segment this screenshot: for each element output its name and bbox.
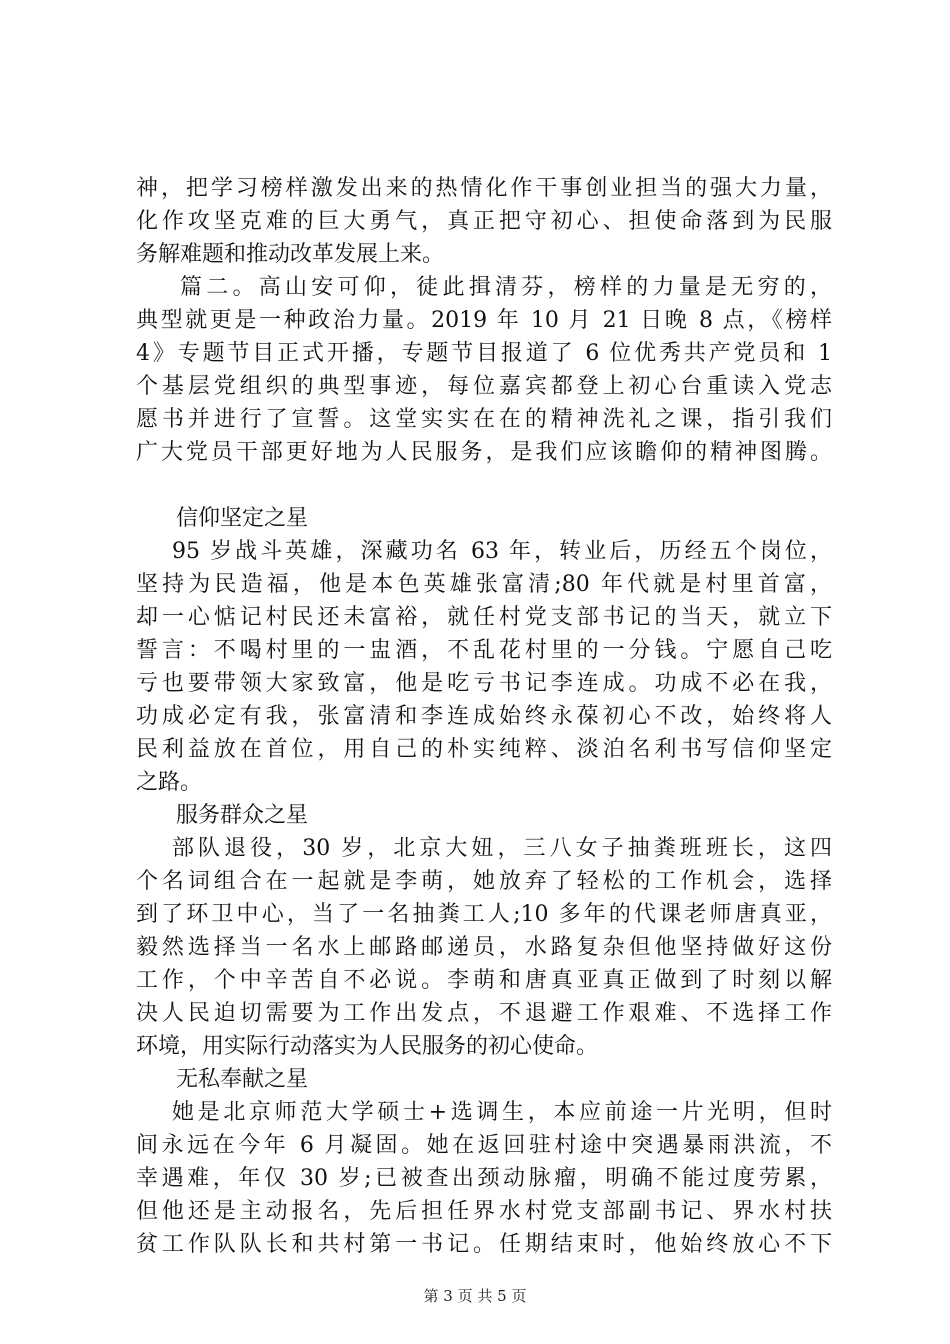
text-line: 功成必定有我，张富清和李连成始终永葆初心不改，始终将人: [136, 704, 832, 729]
text-line: 广大党员干部更好地为人民服务，是我们应该瞻仰的精神图腾。: [136, 440, 832, 465]
paragraph-dedication: [136, 1096, 832, 1261]
text-line: 务解难题和推动改革发展上来。: [136, 242, 445, 267]
text-line: 民利益放在首位，用自己的朴实纯粹、淡泊名利书写信仰坚定: [136, 737, 832, 762]
document-body: [136, 172, 832, 1261]
text-line: 亏也要带领大家致富，他是吃亏书记李连成。功成不必在我，: [136, 671, 832, 696]
text-line: 贫工作队队长和共村第一书记。任期结束时，他始终放心不下: [136, 1232, 832, 1257]
section-heading: 无私奉献之星: [176, 1067, 309, 1092]
text-line: 典型就更是一种政治力量。2019 年 10 月 21 日晚 8 点，《榜样: [136, 308, 832, 333]
paragraph-spacer: [136, 469, 832, 502]
text-line: 部队退役，30 岁，北京大妞，三八女子抽粪班班长，这四: [172, 836, 832, 861]
text-line: 但他还是主动报名，先后担任界水村党支部副书记、界水村扶: [136, 1199, 832, 1224]
text-line: 个基层党组织的典型事迹，每位嘉宾都登上初心台重读入党志: [136, 374, 832, 399]
text-line: 到了环卫中心，当了一名抽粪工人;10 多年的代课老师唐真亚，: [136, 902, 832, 927]
text-line: 环境，用实际行动落实为人民服务的初心使命。: [136, 1034, 599, 1059]
text-line: 决人民迫切需要为工作出发点，不退避工作艰难、不选择工作: [136, 1001, 832, 1026]
section-heading: 服务群众之星: [176, 803, 309, 828]
section-heading: 信仰坚定之星: [176, 506, 309, 531]
text-line: 化作攻坚克难的巨大勇气，真正把守初心、担使命落到为民服: [136, 209, 832, 234]
text-line: 篇二。高山安可仰，徒此揖清芬，榜样的力量是无穷的，: [180, 275, 832, 300]
text-line: 4》专题节目正式开播，专题节目报道了 6 位优秀共产党员和 1: [136, 341, 832, 366]
paragraph-part-two: [136, 271, 832, 469]
text-line: 誓言：不喝村里的一盅酒，不乱花村里的一分钱。宁愿自己吃: [136, 638, 832, 663]
text-line: 愿书并进行了宣誓。这堂实实在在的精神洗礼之课，指引我们: [136, 407, 832, 432]
text-line: 之路。: [136, 770, 203, 795]
text-line: 坚持为民造福，他是本色英雄张富清;80 年代就是村里首富，: [136, 572, 832, 597]
text-line: 个名词组合在一起就是李萌，她放弃了轻松的工作机会，选择: [136, 869, 832, 894]
text-line: 工作，个中辛苦自不必说。李萌和唐真亚真正做到了时刻以解: [136, 968, 832, 993]
paragraph-service: [136, 832, 832, 1063]
page-number-footer: 第 3 页 共 5 页: [423, 1287, 527, 1305]
text-line: 神，把学习榜样激发出来的热情化作干事创业担当的强大力量，: [136, 176, 832, 201]
paragraph-continuation: [136, 172, 832, 271]
text-line: 95 岁战斗英雄，深藏功名 63 年，转业后，历经五个岗位，: [172, 539, 832, 564]
text-line: 她是北京师范大学硕士+选调生，本应前途一片光明，但时: [172, 1100, 832, 1125]
text-line: 却一心惦记村民还未富裕，就任村党支部书记的当天，就立下: [136, 605, 832, 630]
text-line: 幸遇难，年仅 30 岁;已被查出颈动脉瘤，明确不能过度劳累，: [136, 1166, 832, 1191]
text-line: 毅然选择当一名水上邮路邮递员，水路复杂但他坚持做好这份: [136, 935, 832, 960]
text-line: 间永远在今年 6 月凝固。她在返回驻村途中突遇暴雨洪流，不: [136, 1133, 832, 1158]
paragraph-faith: [136, 535, 832, 799]
